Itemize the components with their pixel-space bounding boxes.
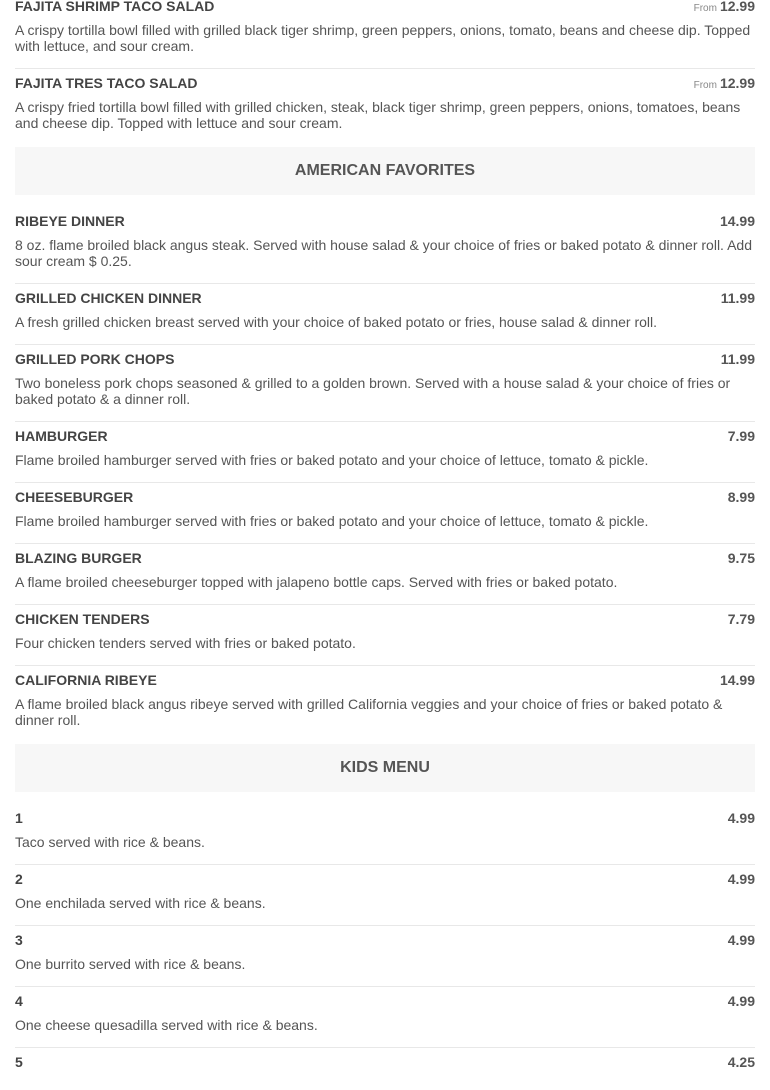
menu-item[interactable] bbox=[15, 605, 755, 666]
menu-item-description: One cheese quesadilla served with rice & beans. bbox=[15, 1017, 318, 1033]
price-value: 11.99 bbox=[720, 351, 755, 367]
menu-item-header bbox=[15, 611, 755, 633]
menu-item-header bbox=[15, 810, 755, 832]
menu-item-name: 1 bbox=[15, 810, 23, 826]
menu-item[interactable] bbox=[15, 544, 755, 605]
menu-item-name: HAMBURGER bbox=[15, 428, 108, 444]
menu-item-header bbox=[15, 0, 755, 20]
menu-item[interactable] bbox=[15, 1048, 755, 1090]
menu-item[interactable] bbox=[15, 207, 755, 284]
section-header: KIDS MENU bbox=[15, 744, 755, 792]
menu-item-description: A flame broiled cheeseburger topped with jalapeno bottle caps. Served with fries or baked potato. bbox=[15, 574, 618, 590]
menu-item-description: Taco served with rice & beans. bbox=[15, 834, 205, 850]
price-value: 8.99 bbox=[727, 489, 755, 505]
price-value: 9.75 bbox=[727, 550, 755, 566]
menu-item-description: Four chicken tenders served with fries or baked potato. bbox=[15, 635, 356, 651]
menu-item-header bbox=[15, 351, 755, 373]
menu-item-name: GRILLED CHICKEN DINNER bbox=[15, 290, 202, 306]
menu-item-header bbox=[15, 871, 755, 893]
menu-item-price bbox=[728, 810, 755, 826]
menu-item-price bbox=[728, 871, 755, 887]
menu-item-header bbox=[15, 290, 755, 312]
price-value: 4.99 bbox=[727, 871, 755, 887]
menu-item-description: Flame broiled hamburger served with fries or baked potato and your choice of lettuce, tomato & pickle. bbox=[15, 452, 649, 468]
menu-item[interactable] bbox=[15, 804, 755, 865]
menu-item-price bbox=[728, 932, 755, 948]
menu-item-header bbox=[15, 213, 755, 235]
menu-item-description: 8 oz. flame broiled black angus steak. Served with house salad & your choice of fries or baked potato & dinner roll. Add sour cream $ 0.25. bbox=[15, 237, 752, 269]
menu-item-header bbox=[15, 932, 755, 954]
menu-item-header bbox=[15, 1054, 755, 1076]
menu-item-price bbox=[720, 672, 755, 688]
menu-item-header bbox=[15, 75, 755, 97]
menu-item-name: CALIFORNIA RIBEYE bbox=[15, 672, 157, 688]
menu-item[interactable] bbox=[15, 987, 755, 1048]
menu-item-price bbox=[728, 611, 755, 627]
menu-item-header bbox=[15, 489, 755, 511]
menu-item-header bbox=[15, 428, 755, 450]
menu-item-price bbox=[694, 0, 755, 14]
menu-item[interactable] bbox=[15, 865, 755, 926]
menu-item-name: CHICKEN TENDERS bbox=[15, 611, 150, 627]
menu-item[interactable] bbox=[15, 926, 755, 987]
menu-item-name: 3 bbox=[15, 932, 23, 948]
price-value: 7.79 bbox=[727, 611, 755, 627]
menu-item-header bbox=[15, 550, 755, 572]
price-value: 14.99 bbox=[719, 672, 755, 688]
menu-list bbox=[15, 0, 755, 1090]
menu-item-price bbox=[728, 489, 755, 505]
menu-item-description: One burrito served with rice & beans. bbox=[15, 956, 246, 972]
menu-item-price bbox=[694, 75, 755, 91]
menu-item-price bbox=[721, 290, 755, 306]
menu-item-description: A fresh grilled chicken breast served with your choice of baked potato or fries, house salad & dinner roll. bbox=[15, 314, 658, 330]
menu-item-header bbox=[15, 993, 755, 1015]
price-value: 12.99 bbox=[719, 75, 755, 91]
menu-item-price bbox=[720, 213, 755, 229]
menu-item-description: One enchilada served with rice & beans. bbox=[15, 895, 266, 911]
menu-item-price bbox=[721, 351, 755, 367]
menu-item-description: A crispy tortilla bowl filled with grilled black tiger shrimp, green peppers, onions, tomato, beans and cheese dip. Topped with lettuce, and sour cream. bbox=[15, 22, 751, 54]
menu-item-name: 4 bbox=[15, 993, 23, 1009]
price-value: 4.99 bbox=[727, 810, 755, 826]
price-value: 4.99 bbox=[727, 993, 755, 1009]
price-value: 4.25 bbox=[727, 1054, 755, 1070]
menu-item-name: FAJITA TRES TACO SALAD bbox=[15, 75, 198, 91]
price-value: 14.99 bbox=[719, 213, 755, 229]
menu-item-name: RIBEYE DINNER bbox=[15, 213, 125, 229]
menu-item-description: Two boneless pork chops seasoned & grilled to a golden brown. Served with a house salad & your choice of fries or baked potato & a dinner roll. bbox=[15, 375, 731, 407]
section-header: AMERICAN FAVORITES bbox=[15, 147, 755, 195]
menu-item[interactable] bbox=[15, 483, 755, 544]
menu-item-name: 2 bbox=[15, 871, 23, 887]
price-from-label: From bbox=[693, 80, 717, 91]
menu-item-name: CHEESEBURGER bbox=[15, 489, 134, 505]
menu-item-price bbox=[728, 993, 755, 1009]
menu-item-price bbox=[728, 1054, 755, 1070]
menu-item-header bbox=[15, 672, 755, 694]
menu-item-name: BLAZING BURGER bbox=[15, 550, 142, 566]
menu-item-description: A crispy fried tortilla bowl filled with grilled chicken, steak, black tiger shrimp, green peppers, onions, tomatoes, beans and cheese dip. Topped with lettuce and sour cream. bbox=[15, 99, 741, 131]
menu-item[interactable] bbox=[15, 0, 755, 69]
menu-item-price bbox=[728, 550, 755, 566]
menu-item-name: GRILLED PORK CHOPS bbox=[15, 351, 175, 367]
price-value: 12.99 bbox=[719, 0, 755, 14]
menu-item[interactable] bbox=[15, 666, 755, 742]
price-value: 11.99 bbox=[720, 290, 755, 306]
price-value: 4.99 bbox=[727, 932, 755, 948]
menu-item[interactable] bbox=[15, 345, 755, 422]
menu-item-price bbox=[728, 428, 755, 444]
menu-item-name: 5 bbox=[15, 1054, 23, 1070]
menu-item[interactable] bbox=[15, 422, 755, 483]
menu-item[interactable] bbox=[15, 284, 755, 345]
menu-item[interactable] bbox=[15, 69, 755, 145]
price-from-label: From bbox=[693, 3, 717, 14]
price-value: 7.99 bbox=[727, 428, 755, 444]
menu-item-description: A flame broiled black angus ribeye served with grilled California veggies and your choice of fries or baked potato & dinner roll. bbox=[15, 696, 723, 728]
menu-item-name: FAJITA SHRIMP TACO SALAD bbox=[15, 0, 215, 14]
menu-item-description: Flame broiled hamburger served with fries or baked potato and your choice of lettuce, tomato & pickle. bbox=[15, 513, 649, 529]
